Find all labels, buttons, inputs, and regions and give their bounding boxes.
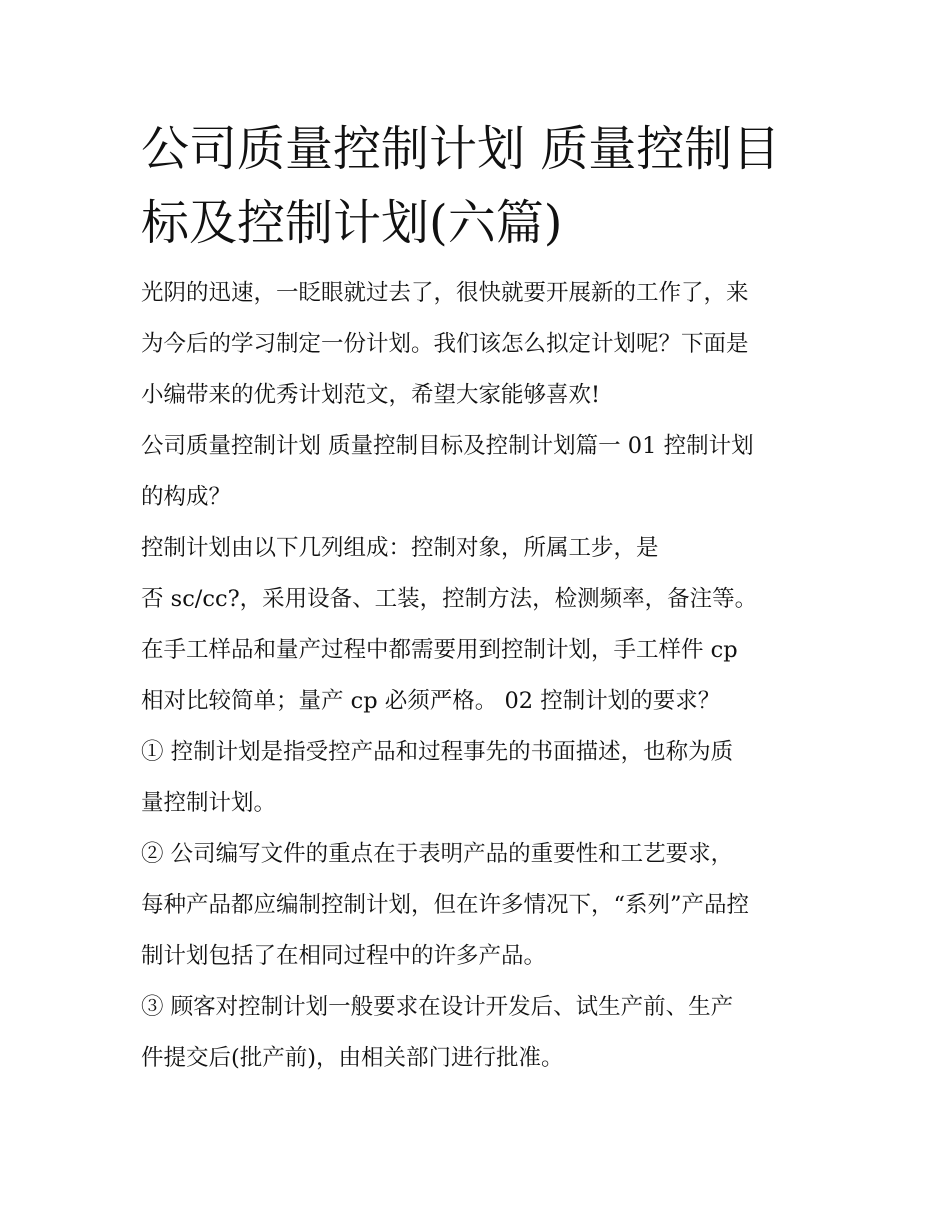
document-title (141, 112, 821, 260)
paragraph-line: 相对比较简单；量产 cp 必须严格。 02 控制计划的要求？ (141, 688, 721, 714)
paragraph-line: ② 公司编写文件的重点在于表明产品的重要性和工艺要求， (141, 841, 734, 867)
paragraph-line: 光阴的迅速，一眨眼就过去了，很快就要开展新的工作了，来 (141, 280, 749, 306)
requirement-2-paragraph (141, 829, 816, 982)
paragraph-line: 小编带来的优秀计划范文，希望大家能够喜欢! (141, 382, 601, 408)
title-line-2: 标及控制计划(六篇) (141, 195, 563, 251)
paragraph-line: 的构成？ (141, 484, 232, 510)
document-page (141, 112, 821, 1084)
title-line-1: 公司质量控制计划 质量控制目 (141, 121, 781, 177)
paragraph-line: 为今后的学习制定一份计划。我们该怎么拟定计划呢？下面是 (141, 331, 749, 357)
paragraph-line: 制计划包括了在相同过程中的许多产品。 (141, 943, 547, 969)
requirement-3-paragraph (141, 982, 816, 1084)
requirement-1-paragraph (141, 727, 816, 829)
paragraph-line: 件提交后(批产前)，由相关部门进行批准。 (141, 1045, 564, 1071)
paragraph-line: 控制计划由以下几列组成：控制对象，所属工步，是 (141, 535, 659, 561)
paragraph-line: 在手工样品和量产过程中都需要用到控制计划，手工样件 cp (141, 637, 738, 663)
paragraph-line: 否 sc/cc?，采用设备、工装，控制方法，检测频率，备注等。 (141, 586, 758, 612)
control-plan-composition-paragraph (141, 523, 816, 727)
paragraph-line: ① 控制计划是指受控产品和过程事先的书面描述，也称为质 (141, 739, 734, 765)
intro-paragraph (141, 268, 816, 421)
paragraph-line: 公司质量控制计划 质量控制目标及控制计划篇一 01 控制计划 (141, 433, 754, 459)
section-heading-paragraph (141, 421, 816, 523)
paragraph-line: ③ 顾客对控制计划一般要求在设计开发后、试生产前、生产 (141, 994, 734, 1020)
paragraph-line: 每种产品都应编制控制计划，但在许多情况下，“系列”产品控 (141, 892, 750, 918)
paragraph-line: 量控制计划。 (141, 790, 277, 816)
